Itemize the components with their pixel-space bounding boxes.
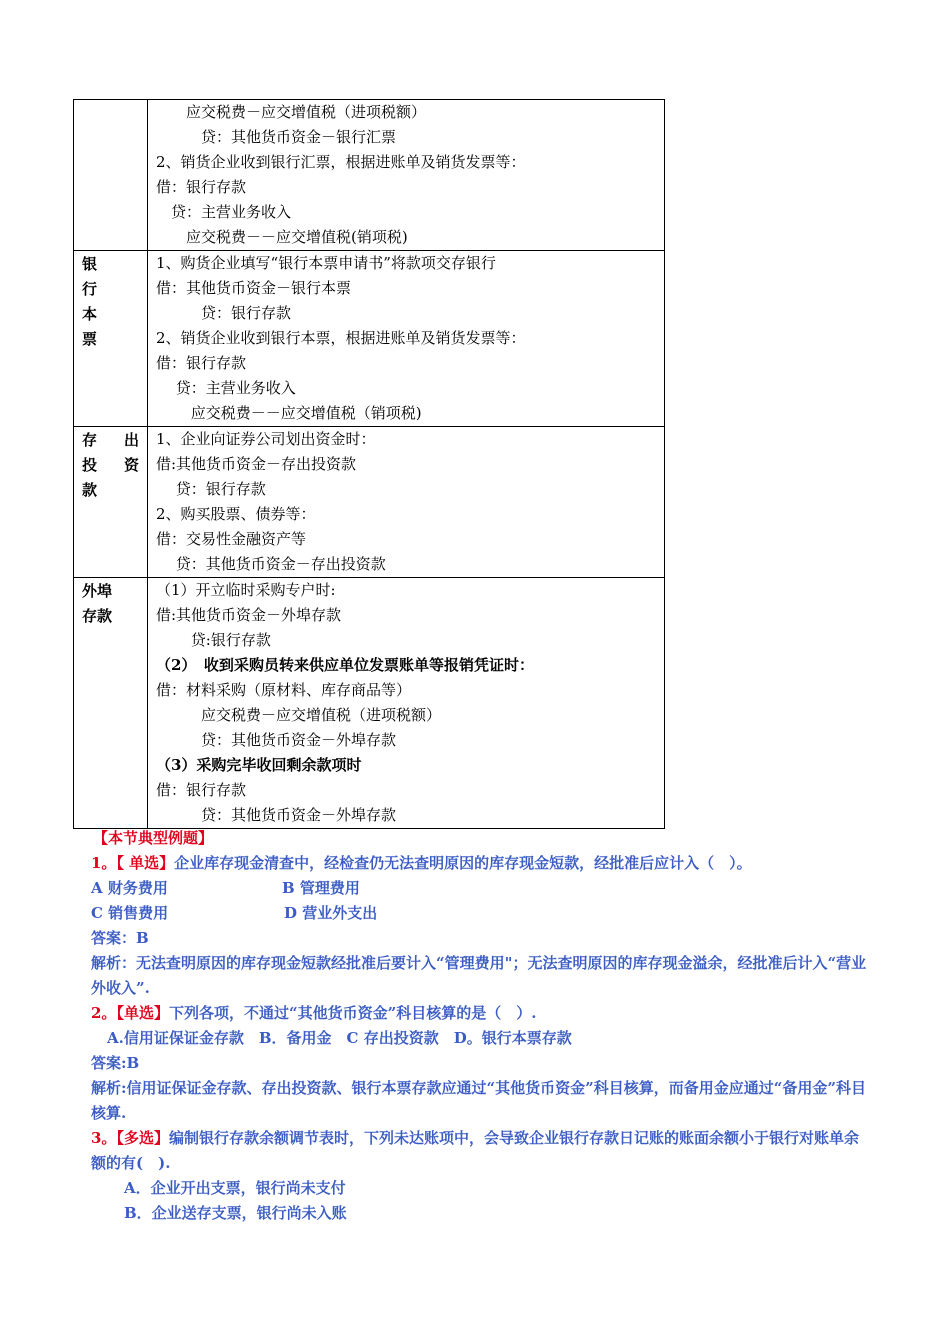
question-text: 企业库存现金清查中，经检查仍无法查明原因的库存现金短款，经批准后应计入（ ）。 — [174, 854, 752, 872]
analysis: 解析：无法查明原因的库存现金短款经批准后要计入“管理费用"；无法查明原因的库存现金溢余，经批准后计入“营业外收入”. — [91, 954, 867, 997]
row-content — [148, 427, 665, 578]
label-char: 投 — [82, 456, 98, 474]
label-char: 资 — [123, 456, 139, 474]
entry-line: 借：交易性金融资产等 — [156, 530, 307, 548]
entry-line: 借：银行存款 — [156, 781, 247, 799]
entry-line: 应交税费－应交增值税（进项税额） — [156, 103, 427, 121]
question-type-tag: 【单选】 — [116, 1004, 169, 1022]
label-line: 外埠 — [82, 582, 113, 600]
entry-line: （3）采购完毕收回剩余款项时 — [156, 756, 362, 774]
question-3 — [91, 1126, 871, 1176]
table-row — [74, 427, 665, 578]
entry-line: 2、销货企业收到银行汇票，根据进账单及销货发票等： — [156, 153, 526, 171]
label-char: 行 — [82, 280, 98, 298]
account-table — [73, 99, 665, 829]
option-a: A 财务费用 — [91, 879, 168, 897]
entry-line: 贷：主营业务收入 — [156, 379, 296, 397]
entry-line: 贷：其他货币资金－外埠存款 — [156, 806, 397, 824]
entry-line: 2、购买股票、债券等： — [156, 505, 316, 523]
question-text: 下列各项，不通过“其他货币资金”科目核算的是（ ）. — [168, 1004, 537, 1022]
entry-line: 贷：主营业务收入 — [156, 203, 292, 221]
examples-section — [91, 826, 871, 1226]
entry-line: 应交税费－－应交增值税(销项税) — [156, 228, 408, 246]
entry-line: （1）开立临时采购专户时: — [156, 581, 336, 599]
answer: 答案：B — [91, 929, 149, 947]
row-label — [74, 100, 148, 251]
question-1 — [91, 851, 871, 876]
entry-line: 借：银行存款 — [156, 178, 247, 196]
label-char: 银 — [82, 255, 98, 273]
section-heading: 【本节典型例题】 — [93, 829, 214, 847]
analysis: 解析:信用证保证金存款、存出投资款、银行本票存款应通过“其他货币资金”科目核算，而备用金应通过“备用金”科目核算. — [91, 1079, 867, 1122]
option-a: A．企业开出支票，银行尚未支付 — [124, 1179, 346, 1197]
options-row — [91, 876, 871, 901]
entry-line: 借:其他货币资金－外埠存款 — [156, 606, 342, 624]
option-b: B 管理费用 — [282, 879, 360, 897]
entry-line: 贷：其他货币资金－外埠存款 — [156, 731, 397, 749]
row-content — [148, 251, 665, 427]
entry-line: 借：材料采购（原材料、库存商品等） — [156, 681, 412, 699]
option-c: C 销售费用 — [91, 904, 169, 922]
label-line — [82, 428, 139, 453]
option-b: B．企业送存支票，银行尚未入账 — [124, 1204, 347, 1222]
entry-line: 1、购货企业填写“银行本票申请书”将款项交存银行 — [156, 254, 496, 272]
row-label-out-of-town-deposit — [74, 578, 148, 829]
entry-line: 借：银行存款 — [156, 354, 247, 372]
table-row — [74, 100, 665, 251]
entry-line: 贷：其他货币资金－银行汇票 — [156, 128, 397, 146]
row-label-bank-promissory-note — [74, 251, 148, 427]
question-text: 编制银行存款余额调节表时，下列未达账项中，会导致企业银行存款日记账的账面余额小于银行对账单余额的有( ). — [91, 1129, 859, 1172]
label-line: 存款 — [82, 607, 113, 625]
label-line — [82, 453, 139, 478]
entry-line: 借:其他货币资金－存出投资款 — [156, 455, 357, 473]
table-row — [74, 251, 665, 427]
options-row: A.信用证保证金存款 B．备用金 C 存出投资款 D。银行本票存款 — [107, 1029, 572, 1047]
entry-line: 2、销货企业收到银行本票，根据进账单及销货发票等： — [156, 329, 526, 347]
question-2 — [91, 1001, 871, 1026]
label-line — [82, 478, 139, 503]
label-char: 出 — [123, 431, 139, 449]
label-char: 款 — [82, 481, 98, 499]
question-type-tag: 【多选】 — [116, 1129, 169, 1147]
question-type-tag: 【 单选】 — [116, 854, 175, 872]
question-number: 2。 — [91, 1004, 117, 1022]
row-content — [148, 100, 665, 251]
entry-line: 应交税费－－应交增值税（销项税) — [156, 404, 422, 422]
entry-line: 贷：银行存款 — [156, 480, 266, 498]
row-content — [148, 578, 665, 829]
entry-line: （2） 收到采购员转来供应单位发票账单等报销凭证时： — [156, 656, 534, 674]
entry-line: 1、企业向证券公司划出资金时： — [156, 430, 376, 448]
entry-line: 贷：银行存款 — [156, 304, 292, 322]
entry-line: 应交税费－应交增值税（进项税额） — [156, 706, 442, 724]
question-number: 3。 — [91, 1129, 117, 1147]
table-row — [74, 578, 665, 829]
entry-line: 贷：其他货币资金－存出投资款 — [156, 555, 386, 573]
label-char: 票 — [82, 330, 98, 348]
label-char: 存 — [82, 431, 98, 449]
answer: 答案:B — [91, 1054, 140, 1072]
label-char: 本 — [82, 305, 98, 323]
row-label-investment-deposit — [74, 427, 148, 578]
entry-line: 贷:银行存款 — [156, 631, 271, 649]
options-row — [91, 901, 871, 926]
entry-line: 借：其他货币资金－银行本票 — [156, 279, 352, 297]
option-d: D 营业外支出 — [284, 904, 378, 922]
question-number: 1。 — [91, 854, 117, 872]
